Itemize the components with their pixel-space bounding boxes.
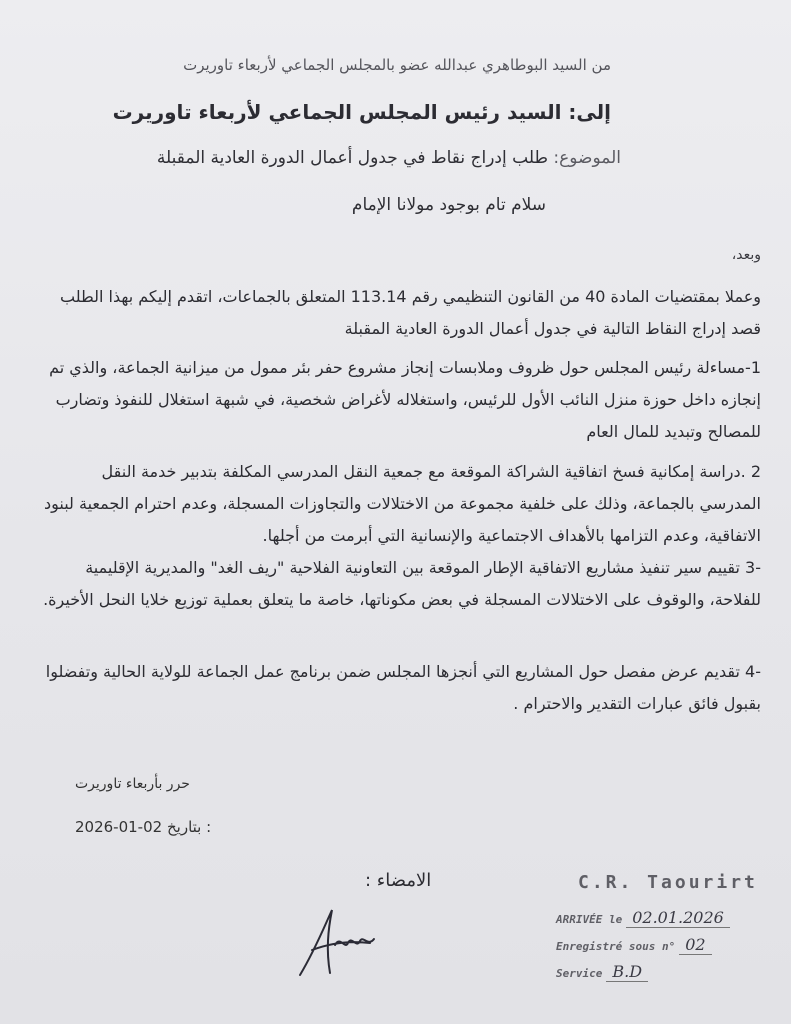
signature-label: الامضاء : (365, 870, 432, 891)
date-label: بتاريخ : (166, 818, 212, 836)
date-value: 2026-01-02 (75, 818, 163, 836)
place-line: حرر بأربعاء تاوريرت (75, 776, 190, 792)
point-2: 2 .دراسة إمكانية فسخ اتفاقية الشراكة الموقعة مع جمعية النقل المدرسي المكلفة بتدبير خدمة النقل المدرسي بالجماعة، وذلك على خلفية مجموعة من الاختلالات والتجاوزات المسجلة، وعدم احترام الجمعية لبنود الاتفاقية، وعدم التزامها بالأهداف الاجتماعية والإنسانية التي أبرمت من أجلها. (43, 462, 761, 545)
stamp-service-label: Service (556, 967, 603, 980)
intro-paragraph: وعملا بمقتضيات المادة 40 من القانون التنظيمي رقم 113.14 المتعلق بالجماعات، اتقدم إليكم بهذا الطلب قصد إدراج النقاط التالية في جدول أعمال الدورة العادية المقبلة (59, 287, 761, 338)
point-4: -4 تقديم عرض مفصل حول المشاريع التي أنجزها المجلس ضمن برنامج عمل الجماعة للولاية الحالية وتفضلوا بقبول فائق عبارات التقدير والاحترام . (45, 662, 761, 713)
date-line (75, 818, 211, 836)
subject-line (157, 148, 621, 168)
after-greeting: وبعد، (731, 247, 761, 263)
handwritten-signature (290, 905, 380, 980)
subject-text: طلب إدراج نقاط في جدول أعمال الدورة العادية المقبلة (156, 148, 548, 168)
greeting: سلام تام بوجود مولانا الإمام (351, 195, 546, 215)
stamp-arrival-label: ARRIVÉE le (556, 913, 623, 926)
reception-stamp (548, 872, 778, 982)
subject-label: الموضوع: (553, 148, 621, 168)
recipient-line: إلى: السيد رئيس المجلس الجماعي لأربعاء تاوريرت (112, 100, 611, 124)
stamp-service-row (556, 962, 648, 981)
stamp-registered-value: 02 (679, 935, 711, 955)
stamp-arrival-value: 02.01.2026 (626, 908, 730, 928)
sender-line: من السيد البوطاهري عبدالله عضو بالمجلس الجماعي لأربعاء تاوريرت (183, 56, 611, 74)
point-1: 1-مساءلة رئيس المجلس حول ظروف وملابسات إنجاز مشروع حفر بئر ممول من ميزانية الجماعة، والذي تم إنجازه داخل حوزة منزل النائب الأول للرئيس، واستغلاله لأغراض شخصية، في شبهة استغلال للنفوذ وتضارب للمصالح وتبديد للمال العام (49, 358, 761, 441)
stamp-registered-row (556, 935, 712, 954)
point-3: -3 تقييم سير تنفيذ مشاريع الاتفاقية الإطار الموقعة بين التعاونية الفلاحية "ريف الغد" والمديرية الإقليمية للفلاحة، والوقوف على الاختلالات المسجلة في بعض مكوناتها، خاصة ما يتعلق بعملية توزيع خلايا النحل الأخيرة. (43, 558, 761, 609)
stamp-arrival-row (556, 908, 730, 927)
stamp-title: C.R. Taourirt (578, 872, 758, 893)
stamp-registered-label: Enregistré sous n° (556, 940, 676, 953)
stamp-service-value: B.D (606, 962, 648, 982)
